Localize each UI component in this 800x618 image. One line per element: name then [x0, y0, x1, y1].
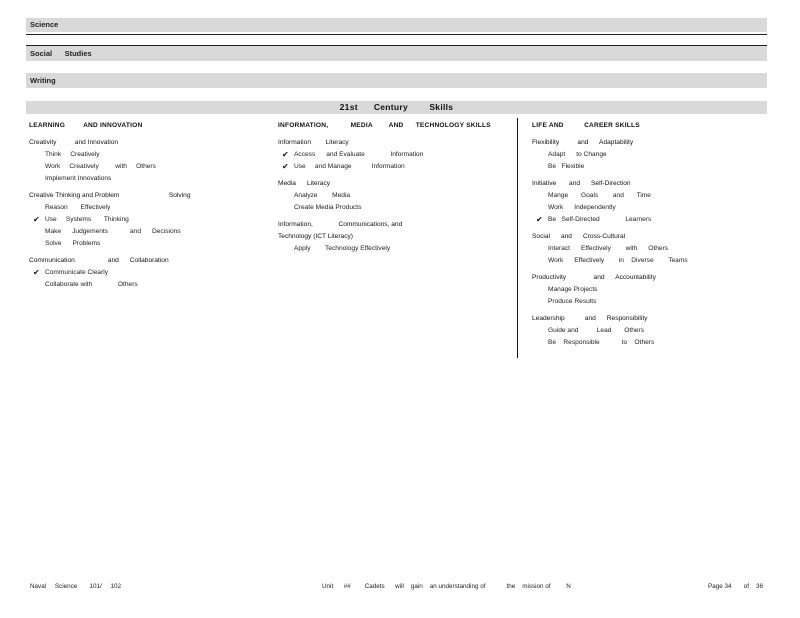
group-title: Leadership and Responsibility — [532, 315, 648, 322]
skill-item: Produce Results — [548, 298, 597, 305]
science-band — [26, 18, 767, 32]
skill-item: Collaborate with Others — [45, 281, 138, 288]
footer-left: Naval Science 101/ 102 — [30, 583, 122, 590]
column-learning-innovation — [29, 120, 269, 296]
group-title: Communication and Collaboration — [29, 257, 169, 264]
group-title: Media Literacy — [278, 180, 331, 187]
writing-band — [26, 73, 767, 88]
skill-group — [532, 178, 762, 226]
skill-item-checked: ✔ Use Systems Thinking — [29, 214, 269, 226]
footer-center: Unit ## Cadets will gain an understanding of the mission of N — [322, 583, 571, 590]
skill-item: Be Flexible — [548, 163, 585, 170]
skill-item: Reason Effectively — [45, 204, 111, 211]
group-title: Information, Communications, and Technology (ICT Literacy) — [278, 221, 404, 240]
skill-group — [532, 231, 762, 267]
column-information-media-technology — [278, 120, 508, 260]
column-life-career — [532, 120, 762, 354]
skill-group — [278, 219, 508, 255]
science-rule — [26, 34, 767, 35]
skill-item: Work Effectively in Diverse Teams — [548, 257, 688, 264]
group-title: Creativity and Innovation — [29, 139, 119, 146]
skill-item-checked: ✔ Be Self-Directed Learners — [532, 214, 762, 226]
skill-item: Adapt to Change — [548, 151, 607, 158]
skill-item: Implement Innovations — [45, 175, 112, 182]
skill-item-checked: ✔ Use and Manage Information — [278, 161, 508, 173]
social-studies-band — [26, 46, 767, 61]
skill-group — [29, 255, 269, 291]
skill-item: Create Media Products — [294, 204, 362, 211]
column-heading: LIFE AND CAREER SKILLS — [532, 122, 640, 129]
social-studies-label: Social Studies — [30, 49, 92, 58]
group-title: Productivity and Accountability — [532, 274, 656, 281]
skill-item-checked: ✔ Communicate Clearly — [29, 267, 269, 279]
skill-item: Analyze Media — [294, 192, 351, 199]
skill-group — [278, 137, 508, 173]
skills-title: 21st Century Skills — [26, 101, 767, 114]
column-divider — [517, 118, 518, 358]
skill-group — [278, 178, 508, 214]
skill-item: Solve Problems — [45, 240, 101, 247]
skill-item: Be Responsible to Others — [548, 339, 655, 346]
footer-page-number: Page 34 of 36 — [708, 583, 763, 590]
writing-label: Writing — [30, 76, 56, 85]
group-title: Creative Thinking and Problem Solving — [29, 192, 191, 199]
group-title: Social and Cross-Cultural — [532, 233, 626, 240]
skill-group — [532, 313, 762, 349]
skill-item: Mange Goals and Time — [548, 192, 651, 199]
skill-group — [29, 190, 269, 250]
science-label: Science — [30, 20, 59, 29]
skill-item: Work Creatively with Others — [45, 163, 156, 170]
skill-group — [532, 272, 762, 308]
group-title: Information Literacy — [278, 139, 349, 146]
skill-group — [532, 137, 762, 173]
group-title: Flexibility and Adaptability — [532, 139, 634, 146]
skill-item: Work Independently — [548, 204, 616, 211]
group-title: Initiative and Self-Direction — [532, 180, 631, 187]
skill-item: Interact Effectively with Others — [548, 245, 669, 252]
skill-item: Make Judgements and Decisions — [45, 228, 181, 235]
skill-item-checked: ✔ Access and Evaluate Information — [278, 149, 508, 161]
column-heading: LEARNING AND INNOVATION — [29, 122, 143, 129]
column-heading: INFORMATION, MEDIA AND TECHNOLOGY SKILLS — [278, 122, 491, 129]
skill-item: Guide and Lead Others — [548, 327, 645, 334]
skill-item: Apply Technology Effectively — [294, 245, 391, 252]
skill-item: Think Creatively — [45, 151, 100, 158]
skill-item: Manage Projects — [548, 286, 598, 293]
skill-group — [29, 137, 269, 185]
